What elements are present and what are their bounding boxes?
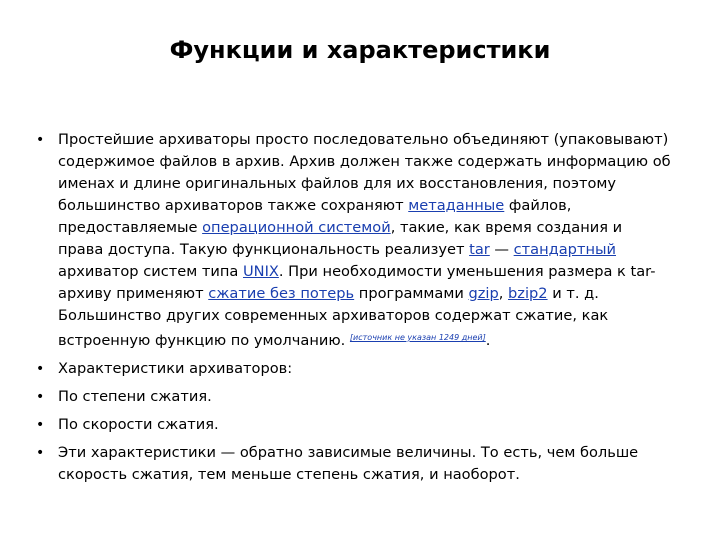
slide-title: Функции и характеристики xyxy=(169,36,551,64)
list-item-text: По степени сжатия. xyxy=(58,388,212,405)
link-lossless-compression[interactable]: сжатие без потерь xyxy=(208,285,355,302)
list-item-text: По скорости сжатия. xyxy=(58,416,219,433)
bullet-list xyxy=(36,129,672,492)
paragraph-text: . При необходимости уменьшения размера к tar-архиву применяют xyxy=(58,263,656,302)
paragraph-text: , такие, как время создания и права доступа. Такую функциональность реализует xyxy=(58,219,623,258)
paragraph-text: и т. д. Большинство других современных архиваторов содержат сжатие, как встроенную функцию по умолчанию. xyxy=(58,285,609,349)
bullet-icon: • xyxy=(36,389,45,405)
list-item xyxy=(36,129,672,352)
link-standard[interactable]: стандартный xyxy=(513,241,616,258)
citation-needed-link[interactable]: [источник не указан 1249 дней] xyxy=(349,333,486,342)
link-tar[interactable]: tar xyxy=(469,241,490,258)
paragraph-text: . xyxy=(485,332,491,349)
paragraph-text: файлов, предоставляемые xyxy=(58,197,572,236)
link-operating-system[interactable]: операционной системой xyxy=(202,219,391,236)
bullet-icon: • xyxy=(36,132,45,148)
link-gzip[interactable]: gzip xyxy=(468,285,499,302)
bullet-icon: • xyxy=(36,445,45,461)
link-bzip2[interactable]: bzip2 xyxy=(508,285,548,302)
paragraph-text: Простейшие архиваторы просто последовательно объединяют (упаковывают) содержимое файлов в архив. Архив должен также содержать информацию об именах и длине оригинальных файлов для их восстановления, поэтому большинство архиваторов также сохраняют xyxy=(58,131,671,214)
bullet-icon: • xyxy=(36,417,45,433)
list-item xyxy=(36,358,672,380)
list-item xyxy=(36,414,672,436)
link-unix[interactable]: UNIX xyxy=(242,263,279,280)
paragraph-text: , xyxy=(498,285,509,302)
list-item xyxy=(36,386,672,408)
list-item-text: Эти характеристики — обратно зависимые величины. То есть, чем больше скорость сжатия, тем меньше степень сжатия, и наоборот. xyxy=(58,444,639,483)
list-item xyxy=(36,442,672,486)
paragraph-text: — xyxy=(489,241,514,258)
paragraph-text: программами xyxy=(354,285,469,302)
paragraph-text: архиватор систем типа xyxy=(58,263,243,280)
link-metadata[interactable]: метаданные xyxy=(408,197,505,214)
bullet-icon: • xyxy=(36,361,45,377)
list-item-text: Характеристики архиваторов: xyxy=(58,360,293,377)
